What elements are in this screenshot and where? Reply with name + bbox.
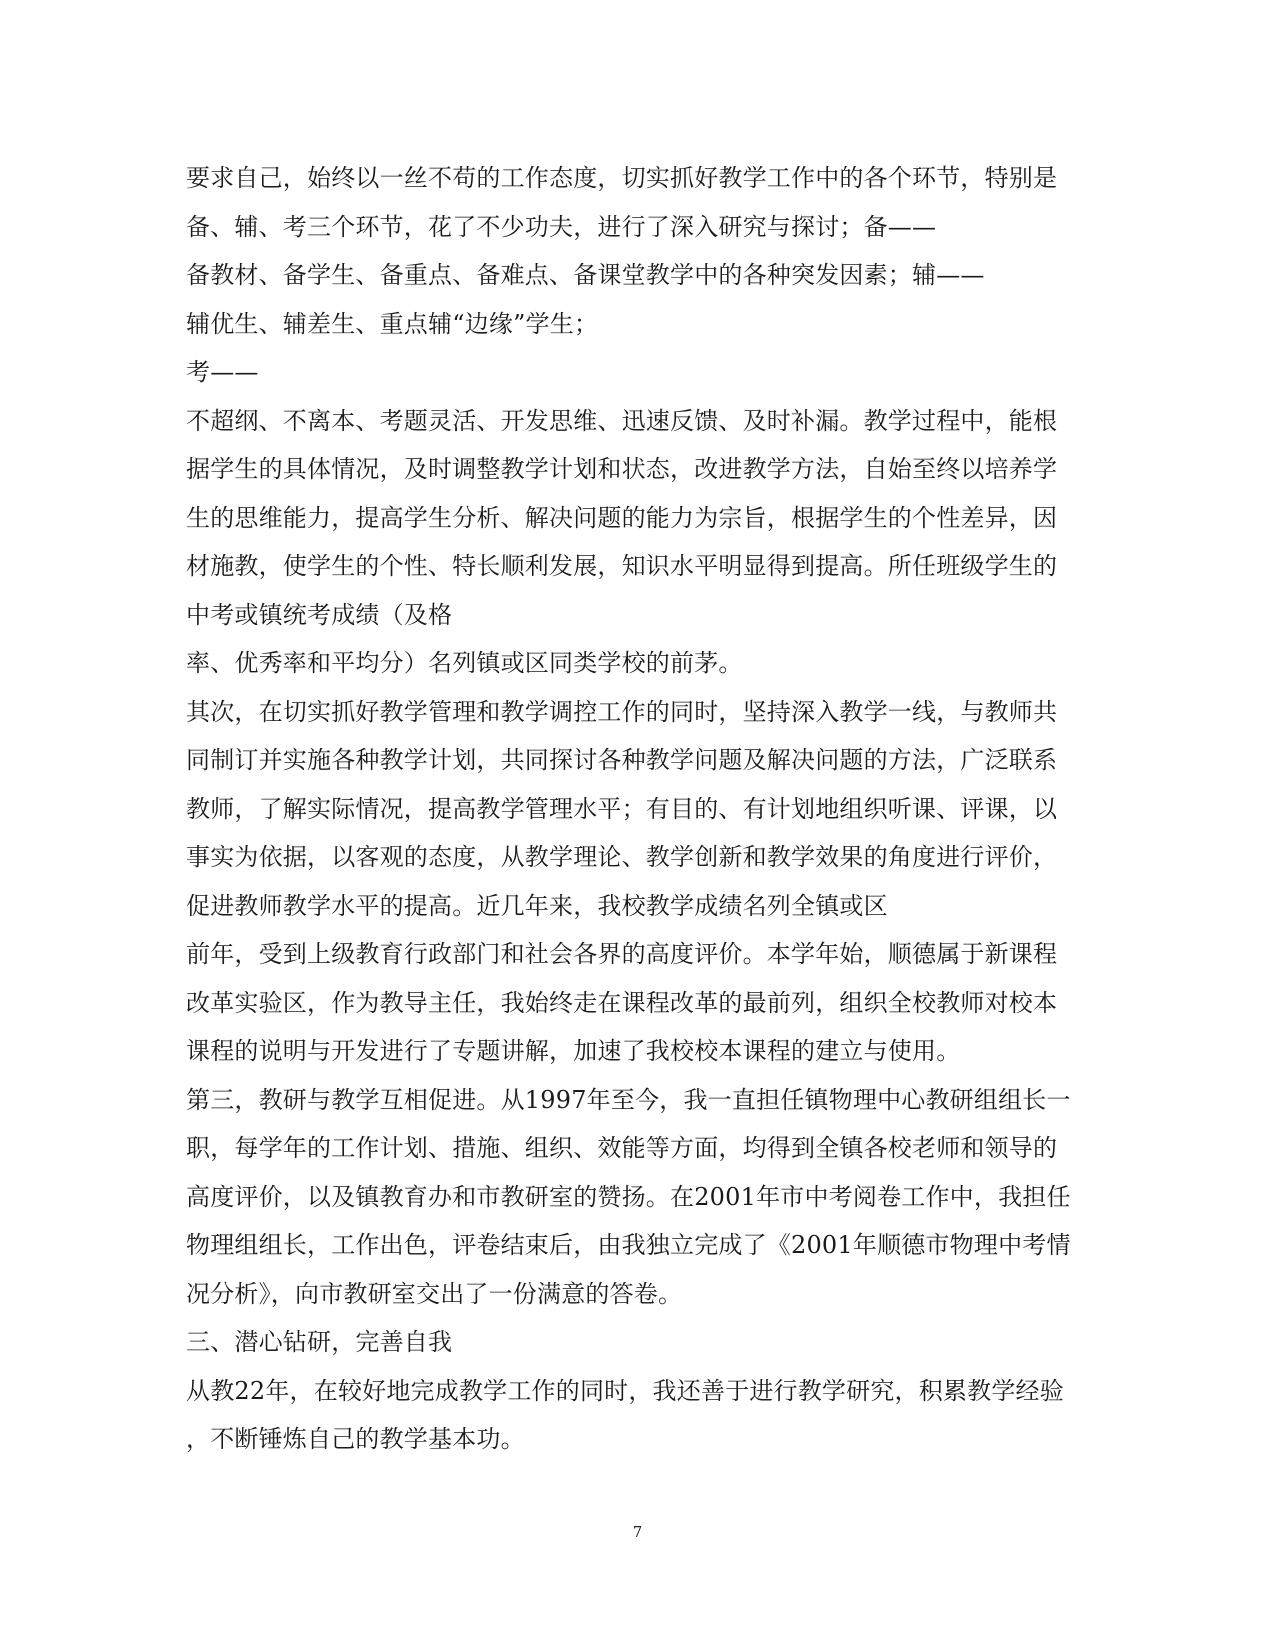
text-line: 第三，教研与教学互相促进。从1997年至今，我一直担任镇物理中心教研组组长一 <box>186 1085 1071 1114</box>
text-line: ，不断锤炼自己的教学基本功。 <box>186 1425 525 1453</box>
text-line: 考—— <box>186 358 259 386</box>
text-line: 不超纲、不离本、考题灵活、开发思维、迅速反馈、及时补漏。教学过程中，能根 <box>186 406 1058 435</box>
text-line: 职，每学年的工作计划、措施、组织、效能等方面，均得到全镇各校老师和领导的 <box>186 1134 1058 1162</box>
text-line: 中考或镇统考成绩（及格 <box>186 600 453 629</box>
text-line: 同制订并实施各种教学计划，共同探讨各种教学问题及解决问题的方法，广泛联系 <box>186 746 1058 774</box>
text-line: 况分析》，向市教研室交出了一份满意的答卷。 <box>186 1279 683 1308</box>
text-line: 改革实验区，作为教导主任，我始终走在课程改革的最前列，组织全校教师对校本 <box>186 988 1058 1017</box>
text-line: 据学生的具体情况，及时调整教学计划和状态，改进教学方法，自始至终以培养学 <box>186 455 1058 483</box>
section-heading: 三、潜心钻研，完善自我 <box>186 1328 453 1356</box>
text-line: 前年，受到上级教育行政部门和社会各界的高度评价。本学年始，顺德属于新课程 <box>186 940 1058 968</box>
text-line: 其次，在切实抓好教学管理和教学调控工作的同时，坚持深入教学一线，与教师共 <box>186 697 1058 726</box>
text-line: 从教22年，在较好地完成教学工作的同时，我还善于进行教学研究，积累教学经验 <box>186 1376 1064 1405</box>
text-line: 材施教，使学生的个性、特长顺利发展，知识水平明显得到提高。所任班级学生的 <box>186 552 1058 580</box>
text-line: 物理组组长，工作出色，评卷结束后，由我独立完成了《2001年顺德市物理中考情 <box>186 1231 1071 1259</box>
text-line: 事实为依据，以客观的态度，从教学理论、教学创新和教学效果的角度进行评价， <box>186 843 1058 871</box>
text-line: 备教材、备学生、备重点、备难点、备课堂教学中的各种突发因素；辅—— <box>186 261 985 289</box>
text-line: 率、优秀率和平均分）名列镇或区同类学校的前茅。 <box>186 649 743 677</box>
text-line: 辅优生、辅差生、重点辅“边缘”学生； <box>186 309 599 338</box>
text-line: 生的思维能力，提高学生分析、解决问题的能力为宗旨，根据学生的个性差异，因 <box>186 503 1058 532</box>
text-line: 教师，了解实际情况，提高教学管理水平；有目的、有计划地组织听课、评课，以 <box>186 794 1058 823</box>
text-line: 要求自己，始终以一丝不苟的工作态度，切实抓好教学工作中的各个环节，特别是 <box>186 164 1058 192</box>
text-line: 备、辅、考三个环节，花了不少功夫，进行了深入研究与探讨；备—— <box>186 212 937 241</box>
text-line: 课程的说明与开发进行了专题讲解，加速了我校校本课程的建立与使用。 <box>186 1037 961 1065</box>
page-number: 7 <box>632 1523 643 1541</box>
body-text <box>186 154 1086 1464</box>
text-line: 高度评价，以及镇教育办和市教研室的赞扬。在2001年市中考阅卷工作中，我担任 <box>186 1182 1071 1211</box>
text-line: 促进教师教学水平的提高。近几年来，我校教学成绩名列全镇或区 <box>186 891 888 920</box>
